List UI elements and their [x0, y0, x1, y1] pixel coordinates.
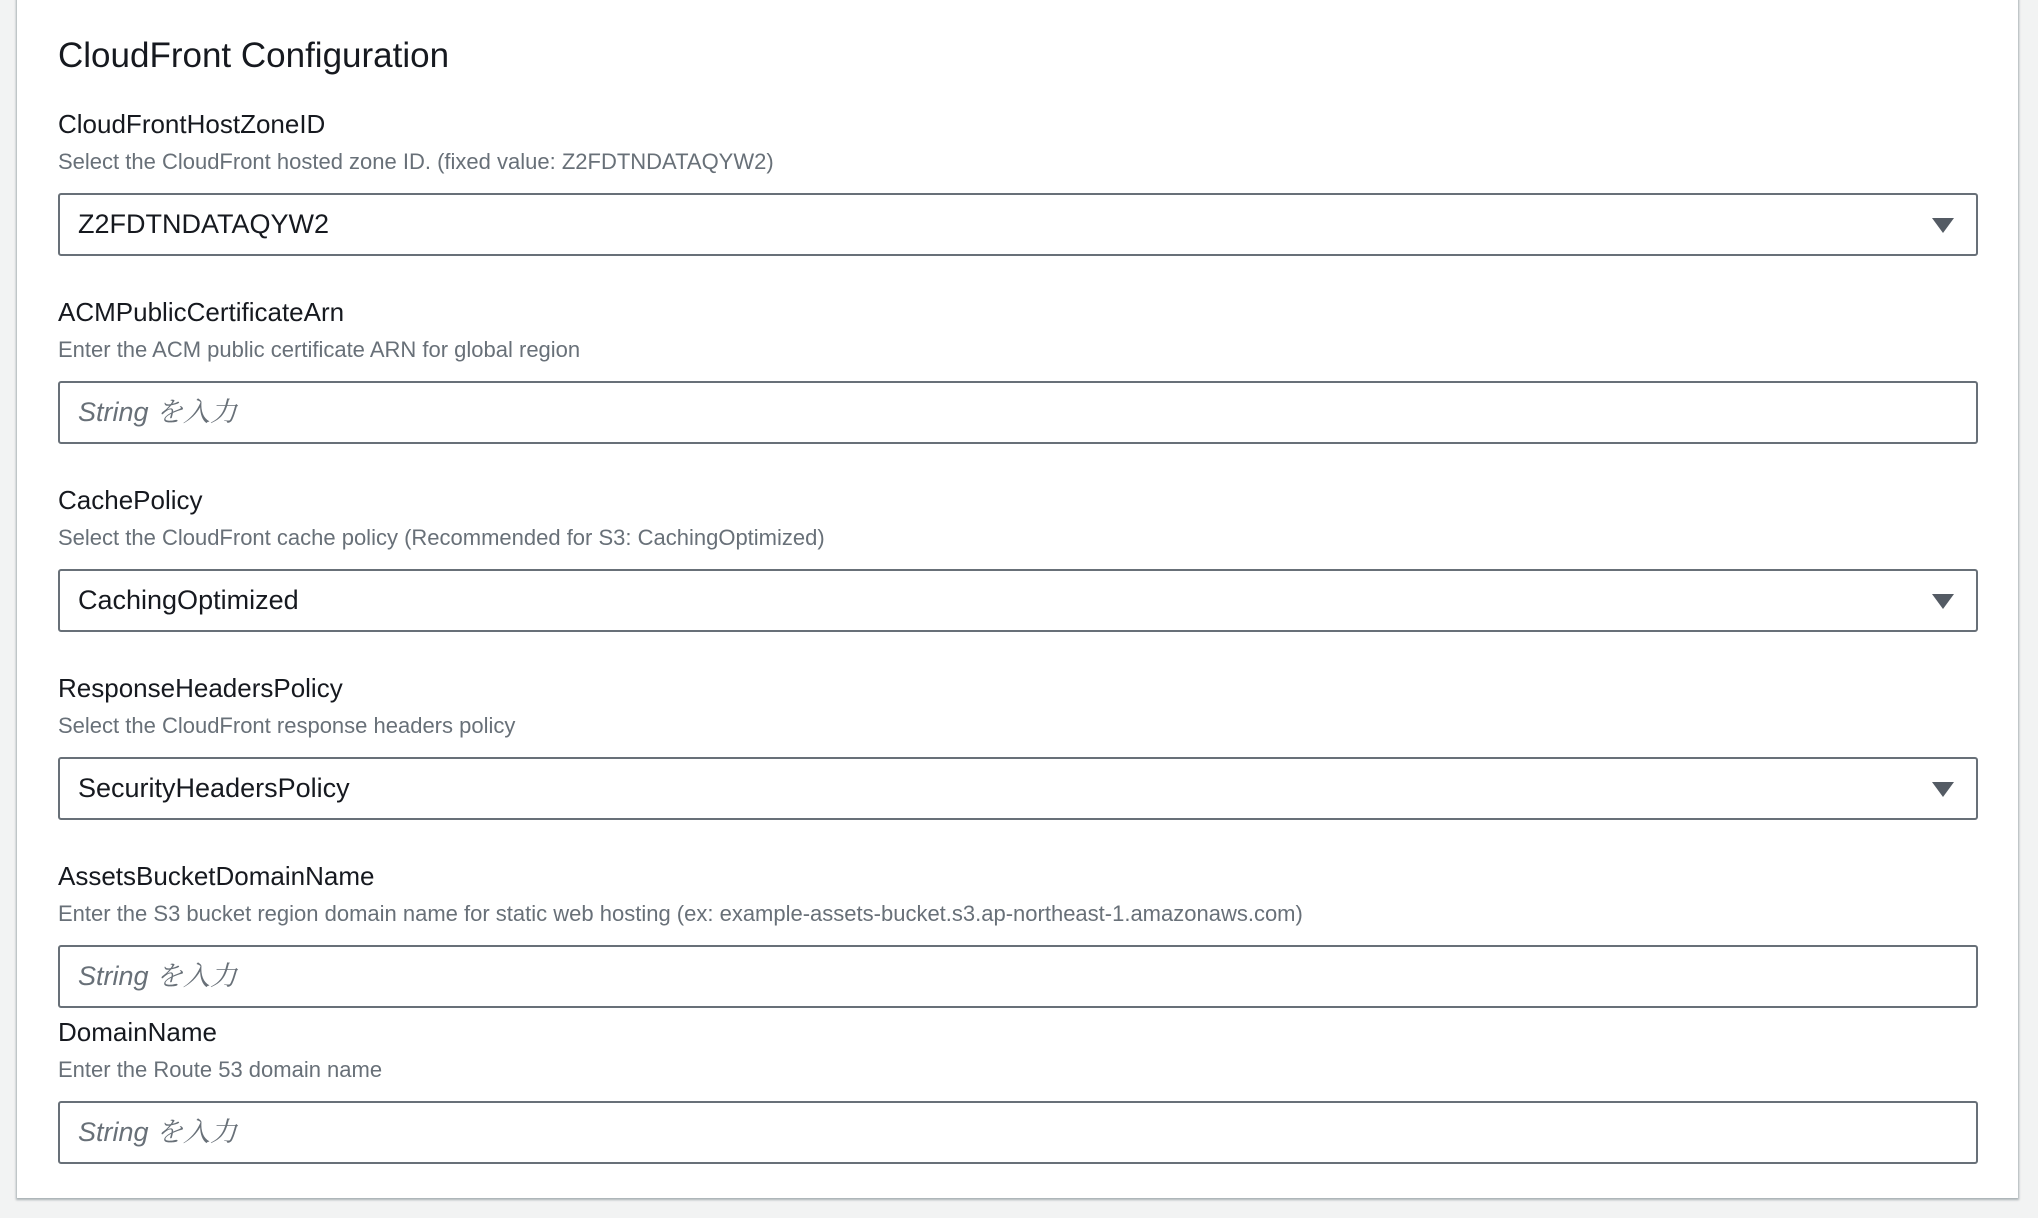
field-label: ResponseHeadersPolicy — [58, 673, 343, 703]
field-assets-bucket-domain-name — [58, 858, 1978, 1008]
caret-down-icon — [1932, 594, 1954, 609]
selected-value: Z2FDTNDATAQYW2 — [78, 209, 330, 239]
cache-policy-select[interactable] — [58, 569, 1978, 632]
assets-bucket-domain-name-box — [58, 945, 1978, 1008]
section-title: CloudFront Configuration — [58, 36, 450, 75]
field-acm-public-certificate-arn — [58, 294, 1978, 444]
assets-bucket-domain-name-input[interactable] — [78, 961, 1958, 992]
selected-value: CachingOptimized — [78, 585, 299, 615]
field-description: Enter the S3 bucket region domain name for static web hosting (ex: example-assets-bucket.s3.ap-northeast-1.amazonaws.com) — [58, 901, 1303, 926]
field-label: DomainName — [58, 1017, 217, 1047]
field-label: ACMPublicCertificateArn — [58, 297, 345, 327]
cloudfront-host-zone-id-select[interactable] — [58, 193, 1978, 256]
selected-value: SecurityHeadersPolicy — [78, 773, 350, 803]
field-description: Select the CloudFront response headers policy — [58, 713, 516, 738]
domain-name-input[interactable] — [78, 1117, 1958, 1148]
field-description: Enter the ACM public certificate ARN for global region — [58, 337, 581, 362]
field-cloudfront-host-zone-id — [58, 106, 1978, 256]
domain-name-box — [58, 1101, 1978, 1164]
acm-certificate-arn-input[interactable] — [78, 397, 1958, 428]
field-cache-policy — [58, 482, 1978, 632]
caret-down-icon — [1932, 782, 1954, 797]
field-description: Enter the Route 53 domain name — [58, 1057, 383, 1082]
field-description: Select the CloudFront cache policy (Recommended for S3: CachingOptimized) — [58, 525, 825, 550]
response-headers-policy-select[interactable] — [58, 757, 1978, 820]
acm-certificate-arn-box — [58, 381, 1978, 444]
field-label: CloudFrontHostZoneID — [58, 109, 326, 139]
caret-down-icon — [1932, 218, 1954, 233]
field-description: Select the CloudFront hosted zone ID. (fixed value: Z2FDTNDATAQYW2) — [58, 149, 774, 174]
field-label: CachePolicy — [58, 485, 203, 515]
field-label: AssetsBucketDomainName — [58, 861, 375, 891]
field-domain-name — [58, 1014, 1978, 1164]
field-response-headers-policy — [58, 670, 1978, 820]
